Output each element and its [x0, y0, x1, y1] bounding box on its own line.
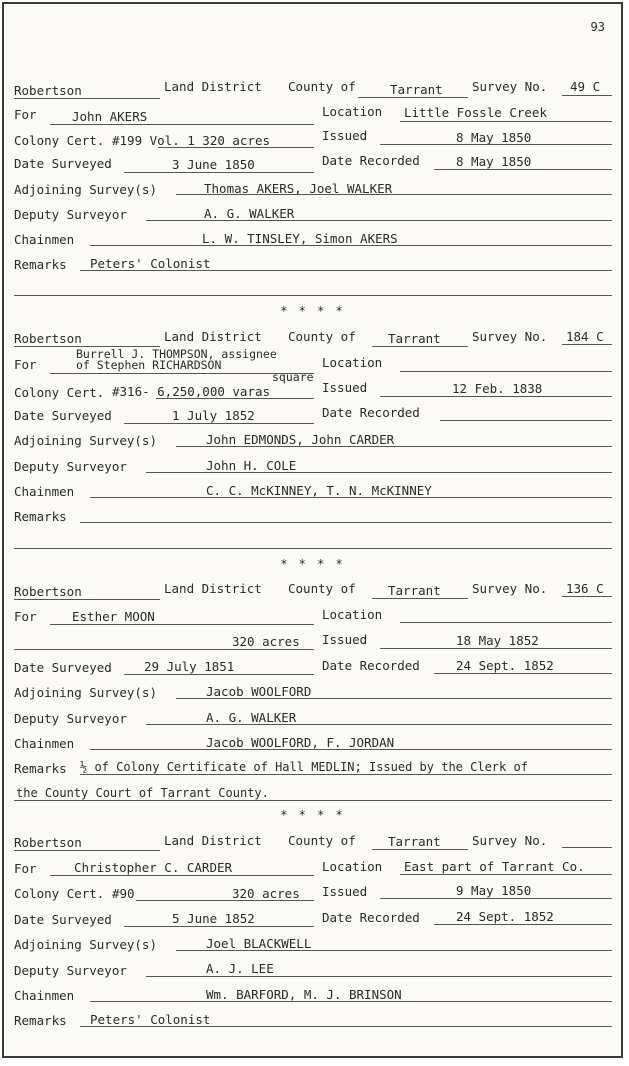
survey-no-value: 184 C: [566, 329, 604, 344]
chainmen-value: C. C. McKINNEY, T. N. McKINNEY: [206, 483, 432, 498]
deputy-label: Deputy Surveyor: [14, 963, 127, 978]
remarks-value: Peters' Colonist: [90, 256, 211, 271]
for-value-line2: of Stephen RICHARDSON: [76, 358, 222, 372]
remarks-value-line2: the County Court of Tarrant County.: [16, 786, 269, 800]
survey-no-label: Survey No.: [472, 79, 548, 94]
date-surveyed-value: 1 July 1852: [172, 408, 255, 423]
chainmen-label: Chainmen: [14, 988, 75, 1003]
district-label: Robertson: [14, 835, 82, 850]
survey-no-label: Survey No.: [472, 833, 548, 848]
date-surveyed-label: Date Surveyed: [14, 156, 112, 171]
date-surveyed-label: Date Surveyed: [14, 912, 112, 927]
survey-no-value: 136 C: [566, 581, 604, 596]
issued-label: Issued: [322, 884, 368, 899]
county-label: County of: [288, 581, 356, 596]
date-recorded-value: 24 Sept. 1852: [456, 658, 554, 673]
for-value: Christopher C. CARDER: [74, 860, 233, 875]
deputy-label: Deputy Surveyor: [14, 711, 127, 726]
adjoining-label: Adjoining Survey(s): [14, 685, 157, 700]
location-label: Location: [322, 104, 383, 119]
page-number: 93: [590, 20, 605, 34]
county-label: County of: [288, 79, 356, 94]
entry-separator: * * * *: [280, 304, 345, 318]
remarks-label: Remarks: [14, 1013, 67, 1028]
adjoining-value: Joel BLACKWELL: [206, 936, 312, 951]
deputy-value: John H. COLE: [206, 458, 297, 473]
remarks-label: Remarks: [14, 761, 67, 776]
for-label: For: [14, 609, 37, 624]
acres-value: 320 acres: [232, 634, 300, 649]
location-value: Little Fossle Creek: [404, 105, 547, 120]
for-label: For: [14, 861, 37, 876]
adjoining-label: Adjoining Survey(s): [14, 937, 157, 952]
date-surveyed-value: 29 July 1851: [144, 659, 235, 674]
cert-square-note: square: [272, 370, 314, 384]
county-value: Tarrant: [388, 331, 441, 346]
land-district-label: Land District: [164, 581, 262, 596]
chainmen-value: Wm. BARFORD, M. J. BRINSON: [206, 987, 402, 1002]
date-recorded-label: Date Recorded: [322, 405, 420, 420]
date-recorded-label: Date Recorded: [322, 153, 420, 168]
location-value: East part of Tarrant Co.: [404, 859, 585, 874]
county-value: Tarrant: [388, 834, 441, 849]
county-label: County of: [288, 833, 356, 848]
deputy-value: A. J. LEE: [206, 961, 274, 976]
issued-value: 12 Feb. 1838: [452, 381, 543, 396]
date-surveyed-value: 5 June 1852: [172, 911, 255, 926]
remarks-value-line1: ½ of Colony Certificate of Hall MEDLIN; Issued by the Clerk of: [80, 760, 528, 774]
adjoining-value: Thomas AKERS, Joel WALKER: [204, 181, 393, 196]
remarks-label: Remarks: [14, 509, 67, 524]
for-value: John AKERS: [72, 109, 148, 124]
date-surveyed-label: Date Surveyed: [14, 408, 112, 423]
location-label: Location: [322, 859, 383, 874]
entry-separator: * * * *: [280, 557, 345, 571]
land-district-label: Land District: [164, 329, 262, 344]
cert-label: Colony Cert.: [14, 385, 105, 400]
remarks-value: Peters' Colonist: [90, 1012, 211, 1027]
date-surveyed-value: 3 June 1850: [172, 157, 255, 172]
cert-value: #199 Vol. 1 320 acres: [112, 133, 271, 148]
date-surveyed-label: Date Surveyed: [14, 660, 112, 675]
land-district-label: Land District: [164, 79, 262, 94]
district-label: Robertson: [14, 584, 82, 599]
cert-label: Colony Cert.: [14, 133, 105, 148]
chainmen-value: L. W. TINSLEY, Simon AKERS: [202, 231, 398, 246]
issued-value: 8 May 1850: [456, 130, 532, 145]
survey-no-value: 49 C: [570, 79, 601, 94]
adjoining-label: Adjoining Survey(s): [14, 182, 157, 197]
issued-value: 9 May 1850: [456, 883, 532, 898]
county-value: Tarrant: [390, 82, 443, 97]
location-label: Location: [322, 355, 383, 370]
cert-value: #316- 6,250,000 varas: [112, 384, 271, 399]
for-label: For: [14, 357, 37, 372]
date-recorded-value: 24 Sept. 1852: [456, 909, 554, 924]
issued-label: Issued: [322, 632, 368, 647]
for-value: Esther MOON: [72, 609, 155, 624]
land-district-label: Land District: [164, 833, 262, 848]
chainmen-label: Chainmen: [14, 736, 75, 751]
district-label: Robertson: [14, 83, 82, 98]
acres-value: 320 acres: [232, 886, 300, 901]
date-recorded-label: Date Recorded: [322, 658, 420, 673]
chainmen-value: Jacob WOOLFORD, F. JORDAN: [206, 735, 395, 750]
cert-value: #90: [112, 886, 135, 901]
document-page: [2, 2, 623, 1058]
issued-label: Issued: [322, 380, 368, 395]
survey-no-label: Survey No.: [472, 581, 548, 596]
deputy-label: Deputy Surveyor: [14, 459, 127, 474]
survey-no-label: Survey No.: [472, 329, 548, 344]
date-recorded-value: 8 May 1850: [456, 154, 532, 169]
cert-label: Colony Cert.: [14, 886, 105, 901]
location-label: Location: [322, 607, 383, 622]
for-value-line1: Burrell J. THOMPSON, assignee: [76, 347, 277, 361]
date-recorded-label: Date Recorded: [322, 910, 420, 925]
deputy-value: A. G. WALKER: [206, 710, 297, 725]
district-label: Robertson: [14, 331, 82, 346]
for-label: For: [14, 107, 37, 122]
issued-label: Issued: [322, 128, 368, 143]
adjoining-value: John EDMONDS, John CARDER: [206, 432, 395, 447]
deputy-label: Deputy Surveyor: [14, 207, 127, 222]
remarks-label: Remarks: [14, 257, 67, 272]
adjoining-value: Jacob WOOLFORD: [206, 684, 312, 699]
county-value: Tarrant: [388, 583, 441, 598]
county-label: County of: [288, 329, 356, 344]
chainmen-label: Chainmen: [14, 232, 75, 247]
chainmen-label: Chainmen: [14, 484, 75, 499]
entry-separator: * * * *: [280, 808, 345, 822]
deputy-value: A. G. WALKER: [204, 206, 295, 221]
adjoining-label: Adjoining Survey(s): [14, 433, 157, 448]
issued-value: 18 May 1852: [456, 633, 539, 648]
